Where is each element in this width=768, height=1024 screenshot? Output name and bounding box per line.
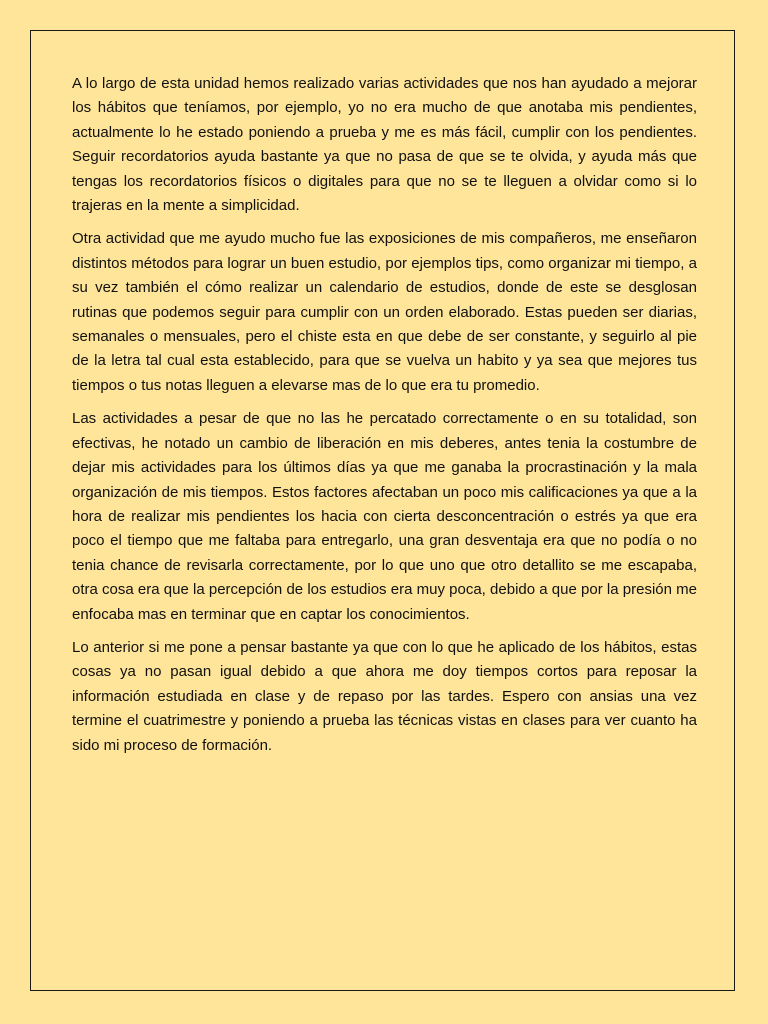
paragraph-2: Otra actividad que me ayudo mucho fue las exposiciones de mis compañeros, me enseñaron distintos métodos para lograr un buen estudio, por ejemplos tips, como organizar mi tiempo, a su vez también el cómo realizar un calendario de estudios, donde de este se desglosan rutinas que podemos seguir para cumplir con un orden elaborado. Estas pueden ser diarias, semanales o mensuales, pero el chiste esta en que debe de ser constante, y seguirlo al pie de la letra tal cual esta establecido, para que se vuelva un habito y ya sea que mejores tus tiempos o tus notas lleguen a elevarse mas de lo que era tu promedio. xyxy=(72,230,697,394)
paragraph-3: Las actividades a pesar de que no las he percatado correctamente o en su totalidad, son efectivas, he notado un cambio de liberación en mis deberes, antes tenia la costumbre de dejar mis actividades para los últimos días ya que me ganaba la procrastinación y la mala organización de mis tiempos. Estos factores afectaban un poco mis calificaciones ya que a la hora de realizar mis pendientes los hacia con cierta desconcentración o estrés ya que era poco el tiempo que me faltaba para entregarlo, una gran desventaja era que no podía o no tenia chance de revisarla correctamente, por lo que uno que otro detallito se me escapaba, otra cosa era que la percepción de los estudios era muy poca, debido a que por la presión me enfocaba mas en terminar que en captar los conocimientos. xyxy=(72,410,697,623)
document-body xyxy=(72,72,697,767)
paragraph-4: Lo anterior si me pone a pensar bastante ya que con lo que he aplicado de los hábitos, estas cosas ya no pasan igual debido a que ahora me doy tiempos cortos para reposar la información estudiada en clase y de repaso por las tardes. Espero con ansias una vez termine el cuatrimestre y poniendo a prueba las técnicas vistas en clases para ver cuanto ha sido mi proceso de formación. xyxy=(72,638,697,754)
paragraph-1: A lo largo de esta unidad hemos realizado varias actividades que nos han ayudado a mejorar los hábitos que teníamos, por ejemplo, yo no era mucho de que anotaba mis pendientes, actualmente lo he estado poniendo a prueba y me es más fácil, cumplir con los pendientes. Seguir recordatorios ayuda bastante ya que no pasa de que se te olvida, y ayuda más que tengas los recordatorios físicos o digitales para que no se te lleguen a olvidar como si lo trajeras en la mente a simplicidad. xyxy=(72,75,697,215)
